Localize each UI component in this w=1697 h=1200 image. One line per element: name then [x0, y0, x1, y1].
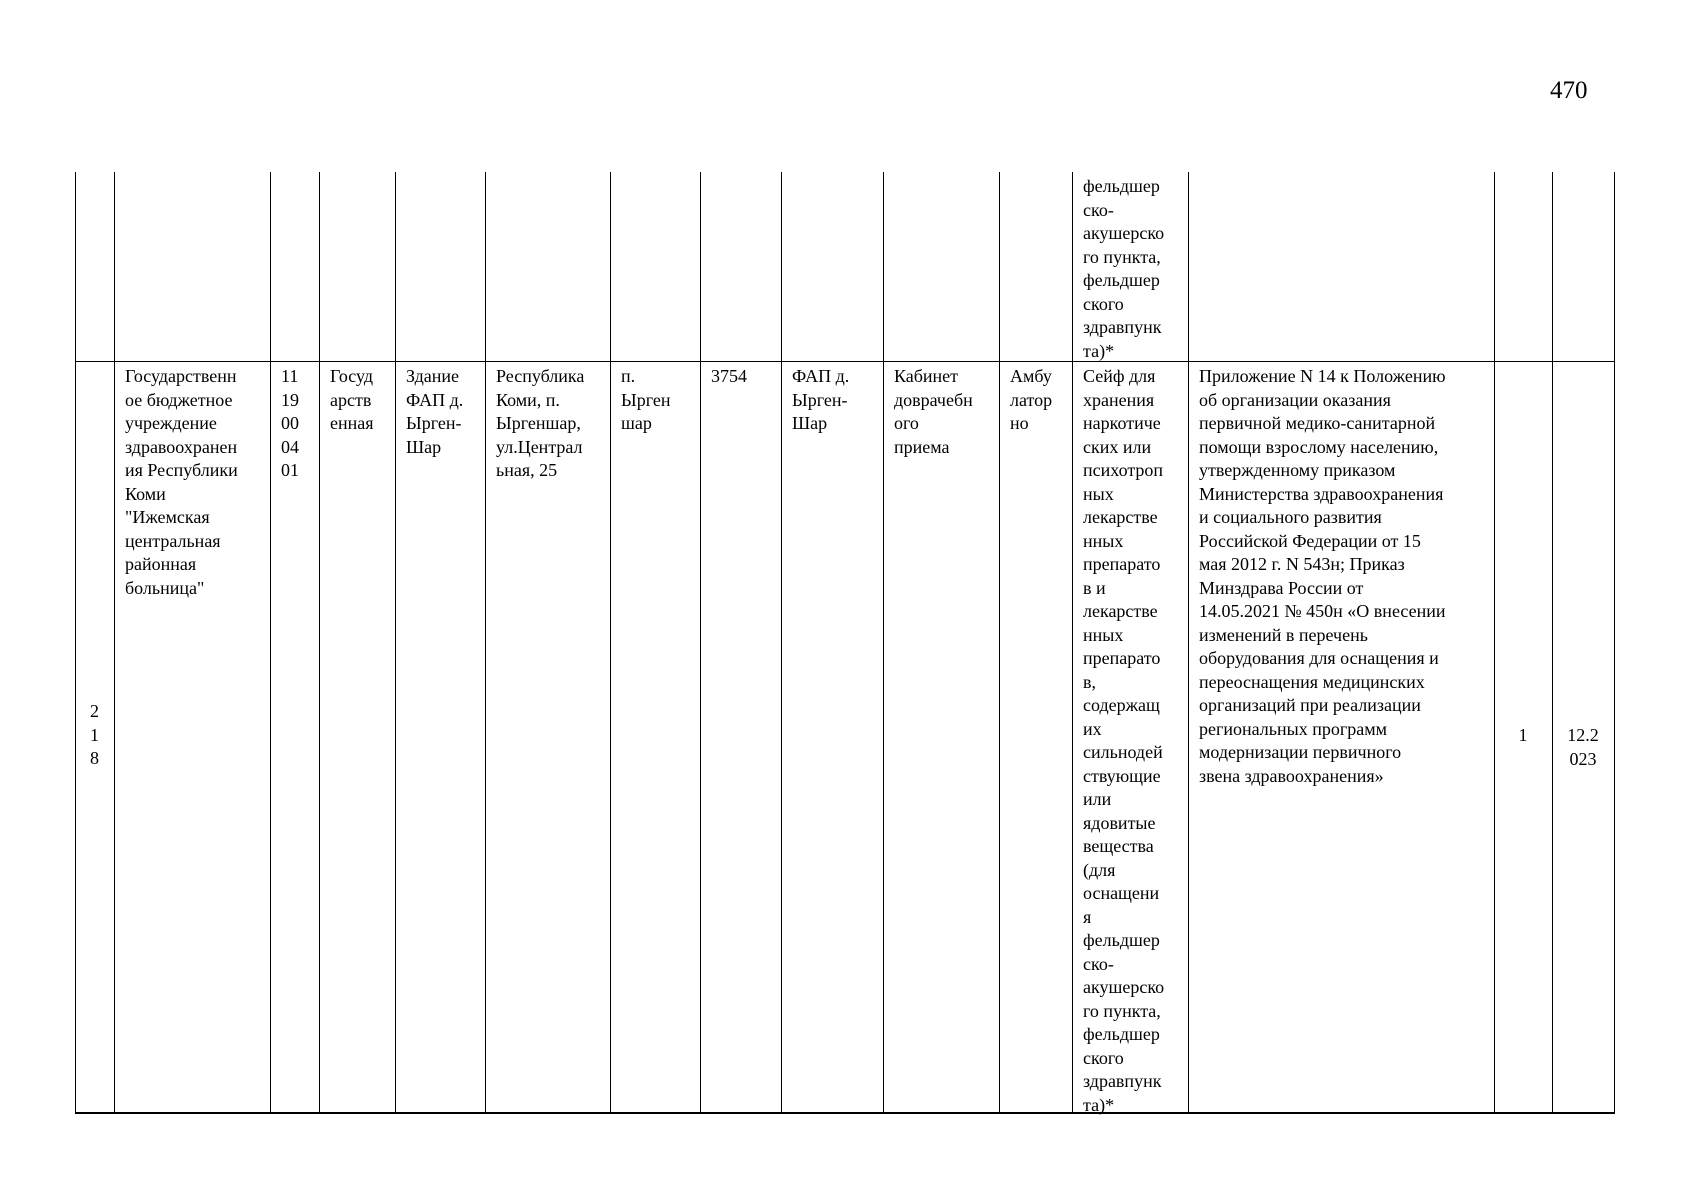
column-divider [999, 172, 1000, 1114]
column-divider [700, 172, 701, 1114]
row-divider [75, 361, 1615, 362]
column-divider [114, 172, 115, 1114]
equipment-cell: Сейф для хранения наркотиче ских или психотроп ных лекарстве нных препарато в и лекарстве нных препарато в, содержащ их сильнодей ствующие или ядовитые вещества (для оснащени я фельдшер ско- акушерско го пункта, фельдшер ского здравпунк та)* [1083, 366, 1165, 1115]
building-cell: Здание ФАП д. Ырген- Шар [406, 366, 464, 457]
column-divider [610, 172, 611, 1114]
continued-equipment-cell: фельдшер ско- акушерско го пункта, фельдшер ского здравпунк та)* [1083, 176, 1165, 361]
column-divider [1552, 172, 1553, 1114]
institution-cell: Государственн ое бюджетное учреждение здравоохранен ия Республики Коми "Ижемская центральная районная больница" [125, 366, 238, 598]
care-type-cell: Амбу латор но [1010, 366, 1053, 433]
column-divider [319, 172, 320, 1114]
room-cell: Кабинет доврачебн ого приема [894, 366, 973, 457]
code2-cell: 3754 [711, 366, 747, 386]
column-divider [1494, 172, 1495, 1114]
unit-cell: ФАП д. Ырген- Шар [792, 366, 850, 433]
table-border-bottom [75, 1112, 1615, 1114]
table-border-right [1614, 172, 1615, 1114]
settlement-cell: п. Ырген шар [621, 366, 671, 433]
code-cell: 11 19 00 04 01 [281, 366, 299, 480]
row-number-cell: 2 1 8 [90, 701, 99, 768]
column-divider [1188, 172, 1189, 1114]
column-divider [1072, 172, 1073, 1114]
column-divider [781, 172, 782, 1114]
equipment-table [75, 172, 1615, 1114]
address-cell: Республика Коми, п. Ыргеншар, ул.Централ ьная, 25 [496, 366, 585, 480]
column-divider [485, 172, 486, 1114]
column-divider [395, 172, 396, 1114]
column-divider [883, 172, 884, 1114]
column-divider [270, 172, 271, 1114]
page-number: 470 [1550, 77, 1588, 104]
date-cell: 12.2 023 [1567, 725, 1599, 769]
quantity-cell: 1 [1518, 725, 1528, 745]
table-border-left [75, 172, 76, 1114]
regulation-cell: Приложение N 14 к Положению об организации оказания первичной медико-санитарной помощи взрослому населению, утвержденному приказом Министерства здравоохранения и социального развития Российской Федерации от 15 мая 2012 г. N 543н; Приказ Минздрава России от 14.05.2021 № 450н «О внесении изменений в перечень оборудования для оснащения и переоснащения медицинских организаций при реализации региональных программ модернизации первичного звена здравоохранения» [1199, 366, 1446, 786]
ownership-cell: Госуд арств енная [330, 366, 374, 433]
